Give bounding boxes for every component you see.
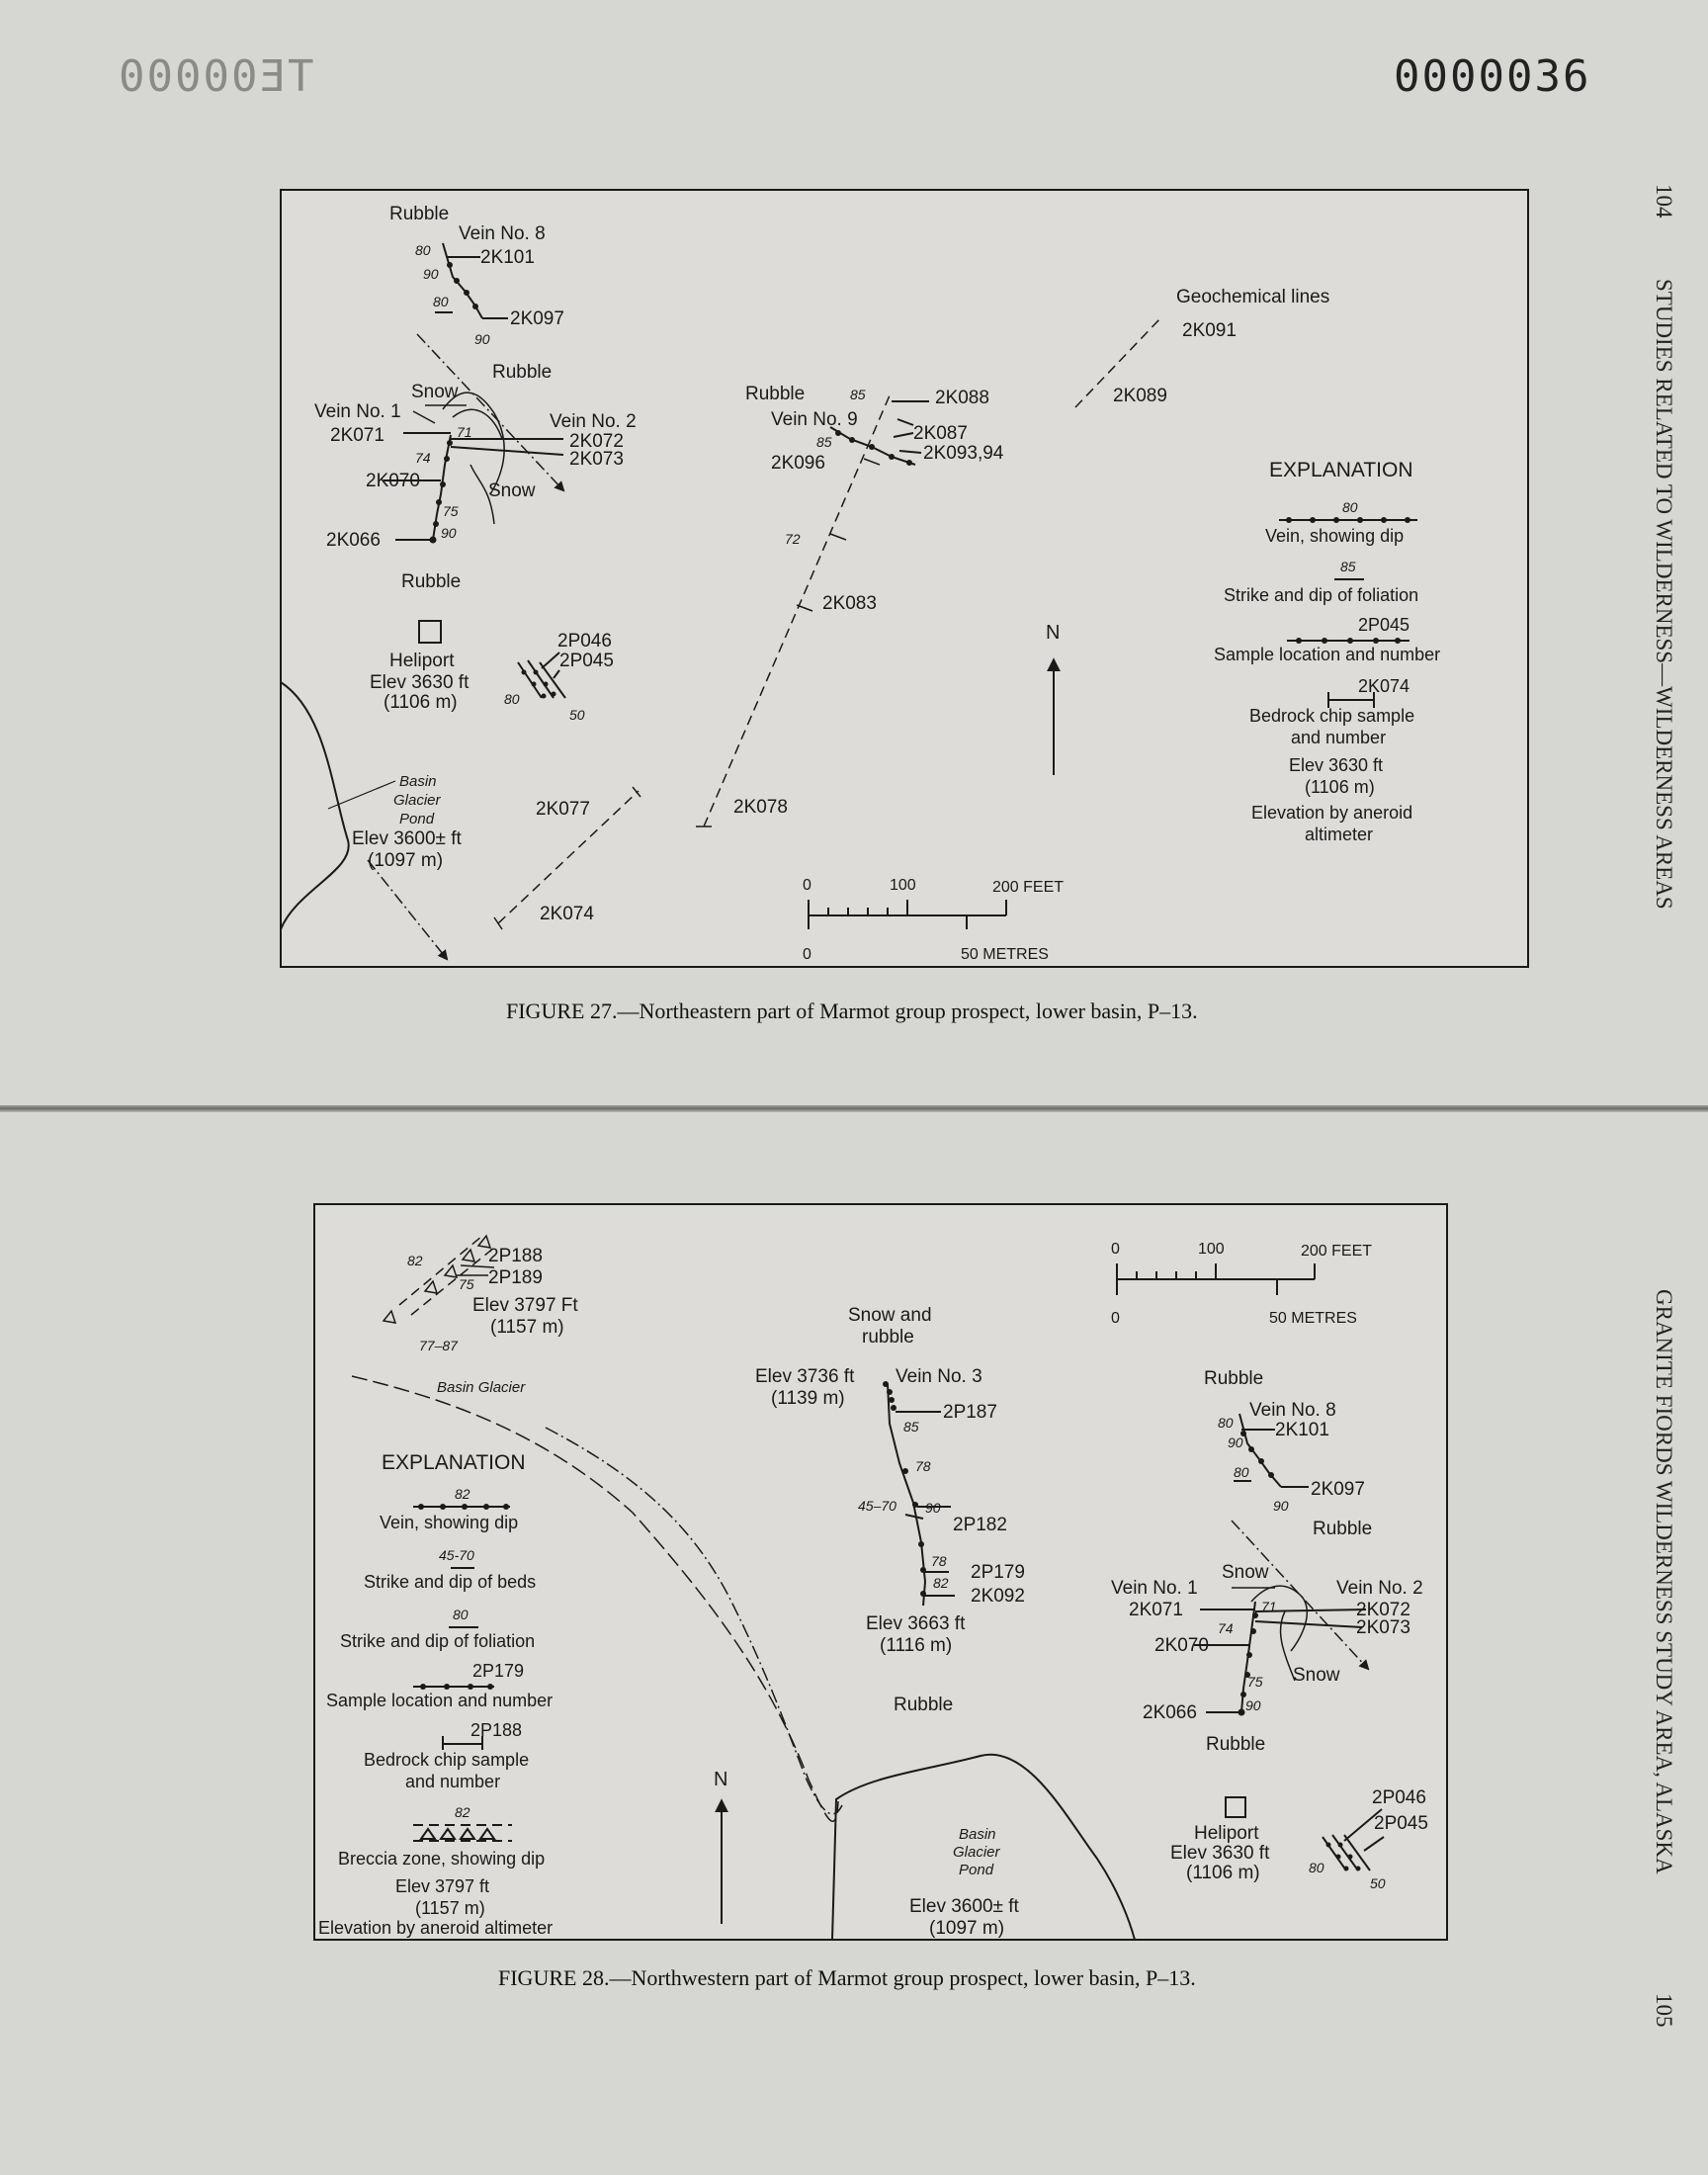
scale-tick-label: 100 — [1198, 1241, 1225, 1258]
dip-value: 78 — [931, 1553, 947, 1569]
legend-vein: Vein, showing dip — [1265, 526, 1405, 546]
legend-chip: and number — [1291, 728, 1387, 747]
scale-feet-label: 200 FEET — [1301, 1243, 1373, 1260]
label-snow: Snow — [1293, 1665, 1340, 1686]
label-sample-2k073: 2K073 — [569, 449, 624, 470]
label-pond: Pond — [959, 1862, 994, 1878]
dip-value: 80 — [504, 691, 520, 707]
legend-dip: 80 — [1342, 499, 1358, 515]
figure-27-map — [281, 190, 1528, 967]
legend-elevation: Elev 3797 ft — [395, 1876, 490, 1896]
label-sample-2k078: 2K078 — [733, 797, 788, 818]
dip-value: 85 — [903, 1419, 919, 1435]
dip-value: 74 — [1218, 1620, 1234, 1636]
legend-elevation: (1106 m) — [1305, 777, 1375, 797]
scale-tick-label: 100 — [890, 877, 916, 894]
label-pond-metres: (1097 m) — [368, 850, 444, 871]
label-snow: Snow — [1222, 1562, 1269, 1583]
dip-value: 80 — [415, 242, 431, 258]
legend-chip-number: 2P188 — [470, 1720, 523, 1740]
legend-dip: 80 — [453, 1607, 469, 1622]
label-snow-and-rubble: rubble — [862, 1327, 914, 1348]
legend-elevation: Elevation by aneroid — [1251, 803, 1413, 823]
dip-value: 78 — [915, 1458, 931, 1474]
label-rubble: Rubble — [389, 204, 450, 224]
label-sample-2p182: 2P182 — [953, 1515, 1007, 1535]
label-heliport-elevation: Elev 3630 ft — [370, 672, 470, 693]
label-sample-2k071: 2K071 — [330, 425, 384, 446]
scale-tick-label: 0 — [1111, 1241, 1120, 1258]
scale-tick-label: 0 — [1111, 1310, 1120, 1327]
label-rubble: Rubble — [401, 571, 462, 592]
label-sample-2k073: 2K073 — [1356, 1617, 1410, 1638]
legend-sample-number: 2P179 — [472, 1661, 525, 1681]
label-pond-metres: (1097 m) — [929, 1918, 1005, 1939]
label-sample-2k066: 2K066 — [326, 530, 381, 551]
bleed-through-stamp: TE00000 — [117, 51, 314, 102]
label-glacier: Glacier — [393, 792, 441, 809]
dip-value: 82 — [407, 1253, 423, 1268]
legend-sample-number: 2P045 — [1358, 615, 1410, 635]
label-rubble: Rubble — [1204, 1368, 1264, 1389]
legend-elevation: altimeter — [1305, 825, 1374, 844]
label-pond-elevation: Elev 3600± ft — [352, 828, 462, 849]
label-vein-1: Vein No. 1 — [314, 401, 401, 422]
dip-value: 50 — [1370, 1875, 1386, 1891]
label-sample-2k101: 2K101 — [480, 247, 535, 268]
label-vein-3: Vein No. 3 — [896, 1366, 982, 1387]
label-basin: Basin — [959, 1826, 996, 1843]
label-sample-2k070: 2K070 — [1154, 1635, 1209, 1656]
label-elevation: Elev 3797 Ft — [472, 1295, 578, 1316]
scale-feet-label: 200 FEET — [992, 879, 1065, 896]
dip-value: 74 — [415, 450, 431, 466]
legend-foliation: Strike and dip of foliation — [340, 1631, 536, 1651]
label-sample-2k066: 2K066 — [1143, 1702, 1197, 1723]
label-heliport-metres: (1106 m) — [1186, 1863, 1260, 1883]
dip-value: 90 — [1245, 1697, 1261, 1713]
label-sample-2k093-94: 2K093,94 — [923, 443, 1004, 464]
label-sample-2k089: 2K089 — [1113, 386, 1167, 406]
label-vein-9: Vein No. 9 — [771, 409, 858, 430]
dip-value: 90 — [474, 331, 490, 347]
dip-value: 90 — [925, 1500, 941, 1516]
dip-value: 71 — [457, 424, 472, 440]
dip-value: 77–87 — [419, 1338, 458, 1353]
dip-value: 80 — [1218, 1415, 1234, 1431]
label-elevation-metres: (1157 m) — [490, 1317, 564, 1338]
figure-28-caption: FIGURE 28.—Northwestern part of Marmot group prospect, lower basin, P–13. — [498, 1965, 1196, 1990]
label-pond: Pond — [399, 811, 435, 827]
bottom-running-head: GRANITE FIORDS WILDERNESS STUDY AREA, ALASKA — [1652, 1289, 1676, 1874]
figure-27-caption: FIGURE 27.—Northeastern part of Marmot group prospect, lower basin, P–13. — [506, 999, 1198, 1023]
label-sample-2k074: 2K074 — [540, 904, 594, 924]
label-glacier: Glacier — [953, 1844, 1000, 1861]
label-sample-2k077: 2K077 — [536, 799, 590, 820]
label-sample-2p189: 2P189 — [488, 1267, 543, 1288]
legend-elevation: (1157 m) — [415, 1898, 485, 1918]
dip-value: 75 — [1247, 1674, 1263, 1690]
dip-value: 90 — [423, 266, 439, 282]
dip-value: 80 — [1309, 1860, 1324, 1875]
dip-value: 75 — [459, 1276, 474, 1292]
label-north: N — [1046, 622, 1061, 644]
bottom-page-number: 105 — [1652, 1993, 1676, 2028]
label-sample-2k083: 2K083 — [822, 593, 877, 614]
legend-dip: 82 — [455, 1486, 470, 1502]
label-basin-glacier: Basin Glacier — [437, 1379, 526, 1396]
explanation-title: EXPLANATION — [1269, 459, 1413, 481]
dip-value: 90 — [1228, 1435, 1243, 1450]
label-vein-2: Vein No. 2 — [550, 411, 637, 432]
label-vein-1: Vein No. 1 — [1111, 1578, 1198, 1599]
legend-elevation: Elevation by aneroid altimeter — [318, 1918, 554, 1938]
label-elevation: Elev 3663 ft — [866, 1613, 966, 1634]
label-snow: Snow — [488, 480, 536, 501]
label-vein-8: Vein No. 8 — [1249, 1400, 1336, 1421]
scale-metres-label: 50 METRES — [1269, 1310, 1357, 1327]
explanation-title: EXPLANATION — [382, 1451, 526, 1474]
label-sample-2p179: 2P179 — [971, 1562, 1025, 1583]
legend-chip: Bedrock chip sample — [1249, 706, 1415, 726]
dip-value: 50 — [569, 707, 585, 723]
legend-chip-number: 2K074 — [1358, 676, 1410, 696]
dip-value: 72 — [785, 531, 801, 547]
label-heliport-metres: (1106 m) — [384, 692, 458, 713]
dip-value: 80 — [1234, 1464, 1249, 1480]
dip-value: 90 — [441, 525, 457, 541]
top-running-head: STUDIES RELATED TO WILDERNESS—WILDERNESS AREAS — [1652, 279, 1676, 910]
label-vein-8: Vein No. 8 — [459, 223, 546, 244]
label-basin: Basin — [399, 773, 437, 790]
label-sample-2k070: 2K070 — [366, 471, 420, 491]
label-north: N — [714, 1769, 728, 1790]
label-heliport: Heliport — [1194, 1823, 1259, 1844]
label-sample-2k092: 2K092 — [971, 1586, 1025, 1607]
label-sample-2p046: 2P046 — [1372, 1787, 1426, 1808]
label-sample-2p188: 2P188 — [488, 1246, 543, 1266]
label-sample-2k091: 2K091 — [1182, 320, 1237, 341]
legend-beds: Strike and dip of beds — [364, 1572, 537, 1592]
legend-chip: and number — [405, 1772, 501, 1791]
label-sample-2p045: 2P045 — [559, 651, 614, 671]
legend-dip: 82 — [455, 1804, 470, 1820]
label-sample-2k072: 2K072 — [569, 431, 624, 452]
label-rubble: Rubble — [894, 1695, 954, 1715]
dip-value: 85 — [850, 387, 866, 402]
label-sample-2p045: 2P045 — [1374, 1813, 1428, 1834]
label-sample-2k096: 2K096 — [771, 453, 825, 474]
label-snow: Snow — [411, 382, 459, 402]
label-sample-2p046: 2P046 — [557, 631, 612, 652]
legend-vein: Vein, showing dip — [380, 1513, 519, 1532]
legend-dip: 45-70 — [439, 1547, 474, 1563]
label-sample-2p187: 2P187 — [943, 1402, 997, 1423]
label-rubble: Rubble — [1206, 1734, 1266, 1755]
label-sample-2k101: 2K101 — [1275, 1420, 1329, 1440]
legend-elevation: Elev 3630 ft — [1289, 755, 1384, 775]
label-sample-2k097: 2K097 — [1311, 1479, 1365, 1500]
dip-value: 71 — [1261, 1599, 1277, 1614]
dip-value: 45–70 — [858, 1498, 897, 1514]
label-rubble: Rubble — [1313, 1519, 1373, 1539]
label-elevation-metres: (1116 m) — [880, 1635, 953, 1656]
label-geochemical-lines: Geochemical lines — [1176, 287, 1330, 307]
document-number-stamp: 0000036 — [1394, 51, 1591, 102]
scale-metres-label: 50 METRES — [961, 946, 1049, 963]
label-sample-2k071: 2K071 — [1129, 1600, 1183, 1620]
label-rubble: Rubble — [492, 362, 553, 383]
dip-value: 80 — [433, 294, 449, 309]
legend-dip: 85 — [1340, 559, 1356, 574]
top-page-number: 104 — [1652, 184, 1676, 218]
legend-sample: Sample location and number — [326, 1691, 554, 1710]
label-sample-2k088: 2K088 — [935, 388, 989, 408]
label-elevation-metres: (1139 m) — [771, 1388, 845, 1409]
dip-value: 85 — [816, 434, 832, 450]
dip-value: 90 — [1273, 1498, 1289, 1514]
scale-tick-label: 0 — [803, 877, 811, 894]
scale-tick-label: 0 — [803, 946, 811, 963]
label-heliport: Heliport — [389, 651, 455, 671]
label-snow-and-rubble: Snow and — [848, 1305, 932, 1326]
legend-foliation: Strike and dip of foliation — [1224, 585, 1419, 605]
label-sample-2k087: 2K087 — [913, 423, 968, 444]
legend-sample: Sample location and number — [1214, 645, 1441, 664]
legend-breccia: Breccia zone, showing dip — [338, 1849, 546, 1869]
label-rubble: Rubble — [745, 384, 806, 404]
label-elevation: Elev 3736 ft — [755, 1366, 855, 1387]
figure-28-map — [314, 1204, 1447, 1940]
label-pond-elevation: Elev 3600± ft — [909, 1896, 1019, 1917]
dip-value: 82 — [933, 1575, 949, 1591]
label-sample-2k072: 2K072 — [1356, 1600, 1410, 1620]
legend-chip: Bedrock chip sample — [364, 1750, 530, 1770]
label-heliport-elevation: Elev 3630 ft — [1170, 1843, 1270, 1864]
label-vein-2: Vein No. 2 — [1336, 1578, 1423, 1599]
dip-value: 75 — [443, 503, 459, 519]
label-sample-2k097: 2K097 — [510, 308, 564, 329]
